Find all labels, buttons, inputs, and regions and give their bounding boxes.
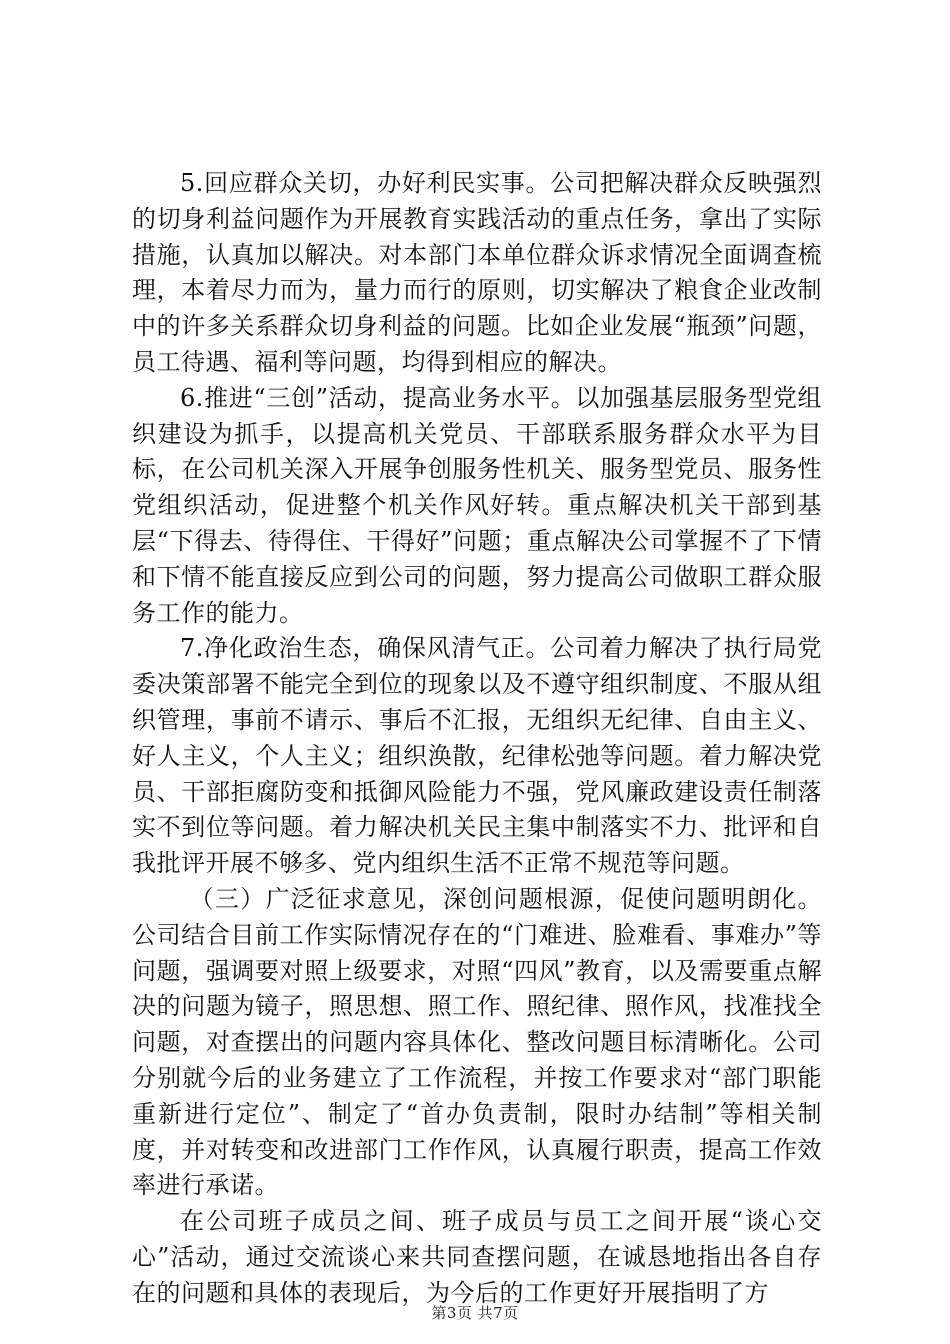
- paragraph-item-5: 5.回应群众关切，办好利民实事。公司把解决群众反映强烈的切身利益问题作为开展教育实践活动的重点任务，拿出了实际措施，认真加以解决。对本部门本单位群众诉求情况全面调查梳理，本着尽力而为，量力而行的原则，切实解决了粮食企业改制中的许多关系群众切身利益的问题。比如企业发展“瓶颈”问题，员工待遇、福利等问题，均得到相应的解决。: [132, 169, 822, 376]
- document-body: [132, 166, 822, 1312]
- paragraph-item-7: 7.净化政治生态，确保风清气正。公司着力解决了执行局党委决策部署不能完全到位的现象以及不遵守组织制度、不服从组织管理，事前不请示、事后不汇报，无组织无纪律、自由主义、好人主义，个人主义；组织涣散，纪律松弛等问题。着力解决党员、干部拒腐防变和抵御风险能力不强，党风廉政建设责任制落实不到位等问题。着力解决机关民主集中制落实不力、批评和自我批评开展不够多、党内组织生活不正常不规范等问题。: [132, 634, 822, 878]
- paragraph-talk-activity: 在公司班子成员之间、班子成员与员工之间开展“谈心交心”活动，通过交流谈心来共同查摆问题，在诚恳地指出各自存在的问题和具体的表现后，为今后的工作更好开展指明了方: [132, 1207, 822, 1307]
- paragraph-section-3: （三）广泛征求意见，深创问题根源，促使问题明朗化。公司结合目前工作实际情况存在的“门难进、脸难看、事难办”等问题，强调要对照上级要求，对照“四风”教育，以及需要重点解决的问题为镜子，照思想、照工作、照纪律、照作风，找准找全问题，对查摆出的问题内容具体化、整改问题目标清晰化。公司分别就今后的业务建立了工作流程，并按工作要求对“部门职能重新进行定位”、制定了“首办负责制，限时办结制”等相关制度，并对转变和改进部门工作作风，认真履行职责，提高工作效率进行承诺。: [132, 884, 822, 1200]
- paragraph-item-6: 6.推进“三创”活动，提高业务水平。以加强基层服务型党组织建设为抓手，以提高机关党员、干部联系服务群众水平为目标，在公司机关深入开展争创服务性机关、服务型党员、服务性党组织活动，促进整个机关作风好转。重点解决机关干部到基层“下得去、待得住、干得好”问题；重点解决公司掌握不了下情和下情不能直接反应到公司的问题，努力提高公司做职工群众服务工作的能力。: [132, 383, 822, 627]
- page-number-footer: 第3页 共7页: [431, 1304, 519, 1322]
